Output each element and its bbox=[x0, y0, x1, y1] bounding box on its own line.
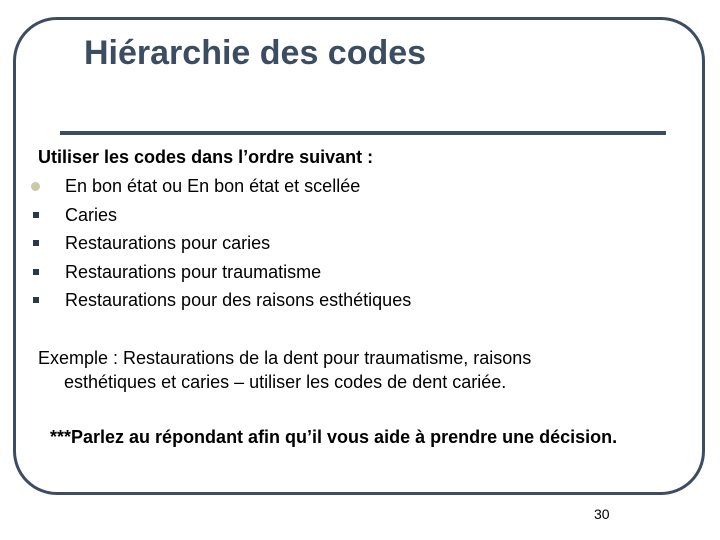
decision-note: ***Parlez au répondant afin qu’il vous aide à prendre une décision. bbox=[50, 427, 618, 447]
title-divider bbox=[60, 131, 666, 135]
square-bullet-icon bbox=[30, 258, 44, 286]
square-bullet-icon bbox=[30, 201, 44, 229]
list-item-text: Restaurations pour des raisons esthétiques bbox=[65, 290, 412, 310]
list-item-text: Caries bbox=[65, 204, 118, 225]
square-bullet-icon bbox=[30, 286, 44, 314]
list-item bbox=[30, 172, 411, 201]
intro-text: Utiliser les codes dans l’ordre suivant : bbox=[38, 147, 374, 167]
list-item bbox=[30, 201, 411, 230]
list-item bbox=[30, 229, 411, 258]
square-bullet-icon bbox=[30, 229, 44, 257]
circle-bullet-icon bbox=[30, 172, 44, 200]
page-number: 30 bbox=[594, 506, 610, 522]
slide-title: Hiérarchie des codes bbox=[84, 34, 427, 72]
list-item-text: Restaurations pour caries bbox=[65, 233, 271, 253]
example-line-2: esthétiques et caries – utiliser les codes de dent cariée. bbox=[64, 372, 507, 392]
list-item bbox=[30, 286, 411, 315]
code-order-list bbox=[30, 172, 411, 315]
list-item-text: En bon état ou En bon état et scellée bbox=[65, 176, 361, 196]
list-item-text: Restaurations pour traumatisme bbox=[65, 261, 322, 282]
example-paragraph bbox=[38, 346, 638, 394]
example-line-1: Exemple : Restaurations de la dent pour traumatisme, raisons bbox=[38, 348, 532, 368]
list-item bbox=[30, 258, 411, 287]
